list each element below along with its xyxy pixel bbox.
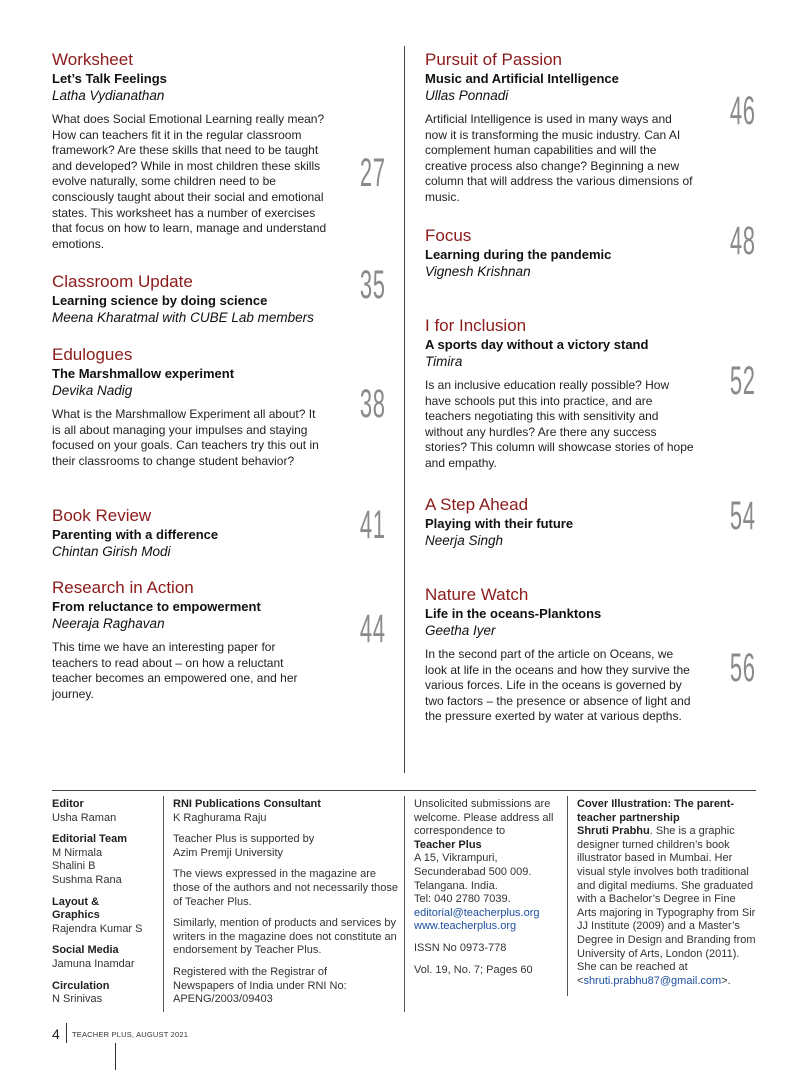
footer-divider	[115, 1043, 116, 1070]
credit-name: Sushma Rana	[52, 873, 122, 886]
toc-entry[interactable]	[52, 345, 387, 469]
toc-entry[interactable]	[52, 503, 387, 561]
volume-info: Vol. 19, No. 7; Pages 60	[414, 963, 533, 976]
folio-magazine-name: TEACHER PLUS, AUGUST 2021	[72, 1030, 189, 1039]
article-title: Parenting with a difference	[52, 527, 219, 542]
toc-entry[interactable]	[425, 585, 755, 725]
credit-name: Usha Raman	[52, 811, 117, 824]
column-divider	[404, 46, 405, 773]
address-line: A 15, Vikrampuri,	[414, 852, 498, 865]
article-description: In the second part of the article on Oceans, we look at life in the oceans and how they survive the various forces. Life in the oceans is governed by two factors – the presence or absence of light and the pressure exerted by water at various depths.	[425, 647, 691, 724]
bio-text: . She is a graphic designer turned children’s book illustrator based in Mumbai. Her visual style involves both traditional and digital mediums. She graduated with a Bachelor’s Degree in Fine Arts majoring in Typography from Sir JJ Institute (2009) and a Master’s Degree in Design and Branding from University of Arts, London (2011). She can be reached at	[577, 825, 756, 974]
masthead-publication-info	[173, 798, 403, 1015]
page-number: 38	[359, 382, 385, 426]
article-description: Is an inclusive education really possible? How have schools put this into practice, and are teachers negotiating this with sensitivity and without any hurdles? Are there any success stories? This column will showcase stories of hope and empathy.	[425, 378, 694, 470]
email-link[interactable]: editorial@teacherplus.org	[414, 906, 540, 919]
credit-name: Rajendra Kumar S	[52, 922, 143, 935]
endorsement-note: Similarly, mention of products and services by writers in the magazine does not constitute an endorsement by Teacher Plus.	[173, 917, 397, 957]
credits-column-divider	[163, 796, 164, 1012]
section-title: Classroom Update	[52, 272, 193, 291]
article-author: Neerja Singh	[425, 533, 504, 548]
credit-name: Shalini B	[52, 860, 96, 873]
article-author: Ullas Ponnadi	[425, 88, 509, 103]
article-author: Timira	[425, 354, 463, 369]
article-title: Playing with their future	[425, 516, 574, 531]
section-title: Worksheet	[52, 50, 133, 69]
section-title: Book Review	[52, 506, 152, 525]
article-author: Geetha Iyer	[425, 623, 496, 638]
disclaimer: The views expressed in the magazine are those of the authors and not necessarily those of Teacher Plus.	[173, 868, 399, 908]
article-author: Latha Vydianathan	[52, 88, 165, 103]
article-description: Artificial Intelligence is used in many ways and now it is transforming the music industry. Can AI complement human capabilities and will the creative process also change? Beginning a new column that will address the various dimensions of music.	[425, 112, 693, 204]
credits-column-divider	[404, 796, 405, 1012]
registration-note: Registered with the Registrar of Newspapers of India under RNI No: APENG/2003/09403	[173, 965, 347, 1006]
cover-illustration-credit	[577, 798, 757, 988]
article-author: Chintan Girish Modi	[52, 544, 171, 559]
page-number: 35	[359, 263, 385, 307]
article-title: Learning science by doing science	[52, 293, 268, 308]
page-number: 44	[359, 607, 385, 651]
illustrator-name: Shruti Prabhu	[577, 825, 650, 838]
article-author: Neeraja Raghavan	[52, 616, 165, 631]
masthead-staff	[52, 798, 147, 1015]
section-title: Pursuit of Passion	[425, 50, 563, 69]
page-number: 52	[729, 359, 755, 403]
credit-label: Circulation	[52, 979, 110, 992]
article-title: Music and Artificial Intelligence	[425, 71, 619, 86]
article-title: The Marshmallow experiment	[52, 366, 235, 381]
article-description: What is the Marshmallow Experiment all about? It is all about managing your impulses and staying focused on your goals. Can teachers try this out in their classrooms to change student behavior?	[52, 407, 319, 468]
article-title: Learning during the pandemic	[425, 247, 612, 262]
bracket: <	[577, 974, 584, 987]
page-number: 46	[729, 89, 755, 133]
org-name: Teacher Plus	[414, 838, 482, 851]
toc-entry[interactable]	[52, 263, 387, 327]
toc-entry[interactable]	[425, 219, 755, 281]
phone-number: Tel: 040 2780 7039.	[414, 893, 511, 906]
credit-label: Editorial Team	[52, 833, 127, 846]
section-title: Edulogues	[52, 345, 133, 364]
article-description: What does Social Emotional Learning really mean? How can teachers fit it in the regular classroom framework? Are these skills that need to be taught and developed? While in most children these skills evolve naturally, some children need to be consciously taught about their social and emotional states. This worksheet has a number of exercises that focus on how to learn, manage and understand emotions.	[52, 112, 327, 251]
address-line: Telangana. India.	[414, 879, 498, 892]
illustrator-email-link[interactable]: shruti.prabhu87@gmail.com	[583, 974, 722, 987]
website-link[interactable]: www.teacherplus.org	[414, 920, 517, 933]
credit-name: M Nirmala	[52, 846, 103, 859]
article-title: A sports day without a victory stand	[425, 337, 649, 352]
toc-entry[interactable]	[52, 50, 387, 252]
article-title: Life in the oceans-Planktons	[425, 606, 602, 621]
page-number: 48	[729, 219, 755, 263]
masthead-contact	[414, 798, 564, 977]
page-number: 41	[359, 503, 385, 547]
toc-entry[interactable]	[425, 494, 755, 550]
article-author: Devika Nadig	[52, 383, 133, 398]
section-title: Focus	[425, 226, 472, 245]
article-title: From reluctance to empowerment	[52, 599, 261, 614]
folio-page-number: 4	[52, 1026, 60, 1042]
section-title: A Step Ahead	[425, 495, 529, 514]
article-author: Vignesh Krishnan	[425, 264, 531, 279]
credit-label: RNI Publications Consultant	[173, 798, 321, 810]
toc-entry[interactable]	[425, 316, 755, 472]
credit-label: Cover Illustration: The parent-teacher partnership	[577, 798, 735, 824]
credit-name: K Raghurama Raju	[173, 811, 267, 824]
page-number: 56	[729, 646, 755, 690]
credits-column-divider	[567, 796, 568, 996]
section-title: I for Inclusion	[425, 316, 527, 335]
submissions-note: Unsolicited submissions are welcome. Please address all correspondence to	[414, 798, 554, 838]
credit-label: Social Media	[52, 944, 119, 957]
article-author: Meena Kharatmal with CUBE Lab members	[52, 310, 314, 325]
toc-entry[interactable]	[425, 50, 755, 206]
address-line: Secunderabad 500 009.	[414, 865, 532, 878]
credit-name: Jamuna Inamdar	[52, 957, 135, 970]
section-title: Research in Action	[52, 578, 194, 597]
section-title: Nature Watch	[425, 585, 529, 604]
issn: ISSN No 0973-778	[414, 941, 507, 954]
illustrator-bio	[577, 825, 757, 988]
toc-entry[interactable]	[52, 578, 387, 702]
credit-label: Editor	[52, 798, 84, 810]
page-number: 27	[359, 151, 385, 195]
credit-label: Layout & Graphics	[52, 895, 100, 922]
credits-divider	[52, 790, 756, 791]
support-note: Teacher Plus is supported by Azim Premji University	[173, 833, 315, 859]
credit-name: N Srinivas	[52, 993, 103, 1006]
article-description: This time we have an interesting paper for teachers to read about – on how a reluctant teacher becomes an empowered one, and her journey.	[52, 640, 298, 701]
article-title: Let’s Talk Feelings	[52, 71, 167, 86]
bracket: >.	[721, 974, 731, 987]
footer-divider	[66, 1023, 67, 1043]
page-number: 54	[729, 494, 755, 538]
